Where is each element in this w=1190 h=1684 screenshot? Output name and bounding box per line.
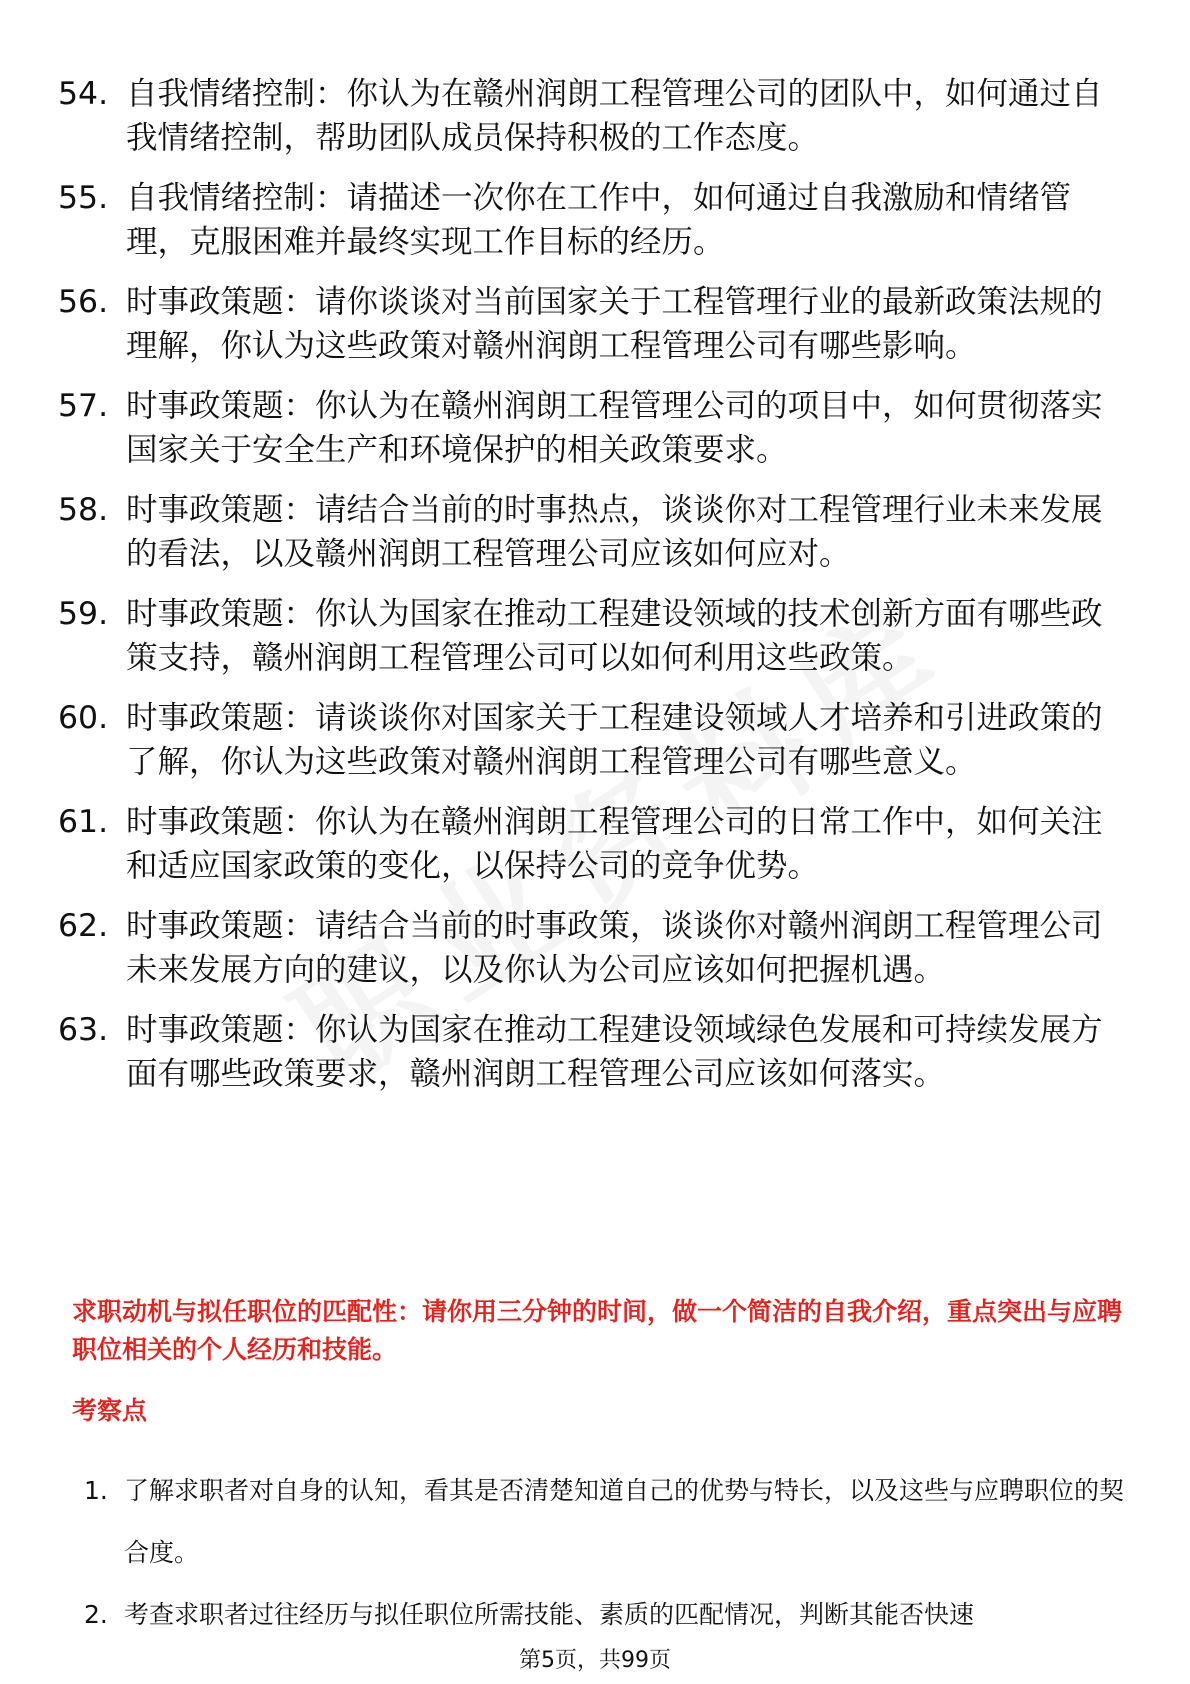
- assessment-point-text: 了解求职者对自身的认知，看其是否清楚知道自己的优势与特长，以及这些与应聘职位的契合度。: [124, 1476, 1125, 1567]
- question-item: [58, 800, 1118, 888]
- question-text: 时事政策题：请结合当前的时事热点，谈谈你对工程管理行业未来发展的看法，以及赣州润朗工程管理公司应该如何应对。: [126, 492, 1103, 572]
- question-item: [58, 1008, 1118, 1096]
- question-number: 54.: [58, 76, 109, 112]
- highlight-question: 求职动机与拟任职位的匹配性：请你用三分钟的时间，做一个简洁的自我介绍，重点突出与应聘职位相关的个人经历和技能。: [72, 1297, 1123, 1364]
- question-text: 自我情绪控制：请描述一次你在工作中，如何通过自我激励和情绪管理，克服困难并最终实现工作目标的经历。: [126, 180, 1072, 260]
- question-item: [58, 280, 1118, 368]
- assessment-point-number: 1.: [84, 1476, 108, 1505]
- assessment-point-text: 考查求职者过往经历与拟任职位所需技能、素质的匹配情况，判断其能否快速: [124, 1600, 975, 1629]
- assessment-point-list: [84, 1460, 1124, 1646]
- question-number: 58.: [58, 492, 109, 528]
- question-item: [58, 904, 1118, 992]
- question-text: 时事政策题：请谈谈你对国家关于工程建设领域人才培养和引进政策的了解，你认为这些政策对赣州润朗工程管理公司有哪些意义。: [126, 700, 1103, 780]
- question-number: 56.: [58, 284, 109, 320]
- question-text: 时事政策题：请你谈谈对当前国家关于工程管理行业的最新政策法规的理解，你认为这些政策对赣州润朗工程管理公司有哪些影响。: [126, 284, 1103, 364]
- question-number: 57.: [58, 388, 109, 424]
- page-footer: 第5页，共99页: [519, 1648, 671, 1673]
- assessment-title: 考察点: [72, 1396, 148, 1425]
- question-item: [58, 72, 1118, 160]
- question-text: 时事政策题：你认为国家在推动工程建设领域的技术创新方面有哪些政策支持，赣州润朗工程管理公司可以如何利用这些政策。: [126, 596, 1103, 676]
- question-number: 62.: [58, 908, 109, 944]
- assessment-point: [84, 1584, 1124, 1646]
- question-number: 59.: [58, 596, 109, 632]
- question-item: [58, 176, 1118, 264]
- assessment-point: [84, 1460, 1124, 1584]
- question-text: 时事政策题：你认为在赣州润朗工程管理公司的项目中，如何贯彻落实国家关于安全生产和环境保护的相关政策要求。: [126, 388, 1103, 468]
- question-list: [58, 72, 1118, 1112]
- question-text: 自我情绪控制：你认为在赣州润朗工程管理公司的团队中，如何通过自我情绪控制，帮助团队成员保持积极的工作态度。: [126, 76, 1103, 156]
- question-number: 55.: [58, 180, 109, 216]
- question-item: [58, 488, 1118, 576]
- question-text: 时事政策题：你认为国家在推动工程建设领域绿色发展和可持续发展方面有哪些政策要求，赣州润朗工程管理公司应该如何落实。: [126, 1012, 1103, 1092]
- question-number: 60.: [58, 700, 109, 736]
- question-item: [58, 696, 1118, 784]
- assessment-point-number: 2.: [84, 1600, 108, 1629]
- question-text: 时事政策题：请结合当前的时事政策，谈谈你对赣州润朗工程管理公司未来发展方向的建议，以及你认为公司应该如何把握机遇。: [126, 908, 1103, 988]
- question-text: 时事政策题：你认为在赣州润朗工程管理公司的日常工作中，如何关注和适应国家政策的变化，以保持公司的竞争优势。: [126, 804, 1103, 884]
- question-item: [58, 384, 1118, 472]
- question-item: [58, 592, 1118, 680]
- question-number: 63.: [58, 1012, 109, 1048]
- question-number: 61.: [58, 804, 109, 840]
